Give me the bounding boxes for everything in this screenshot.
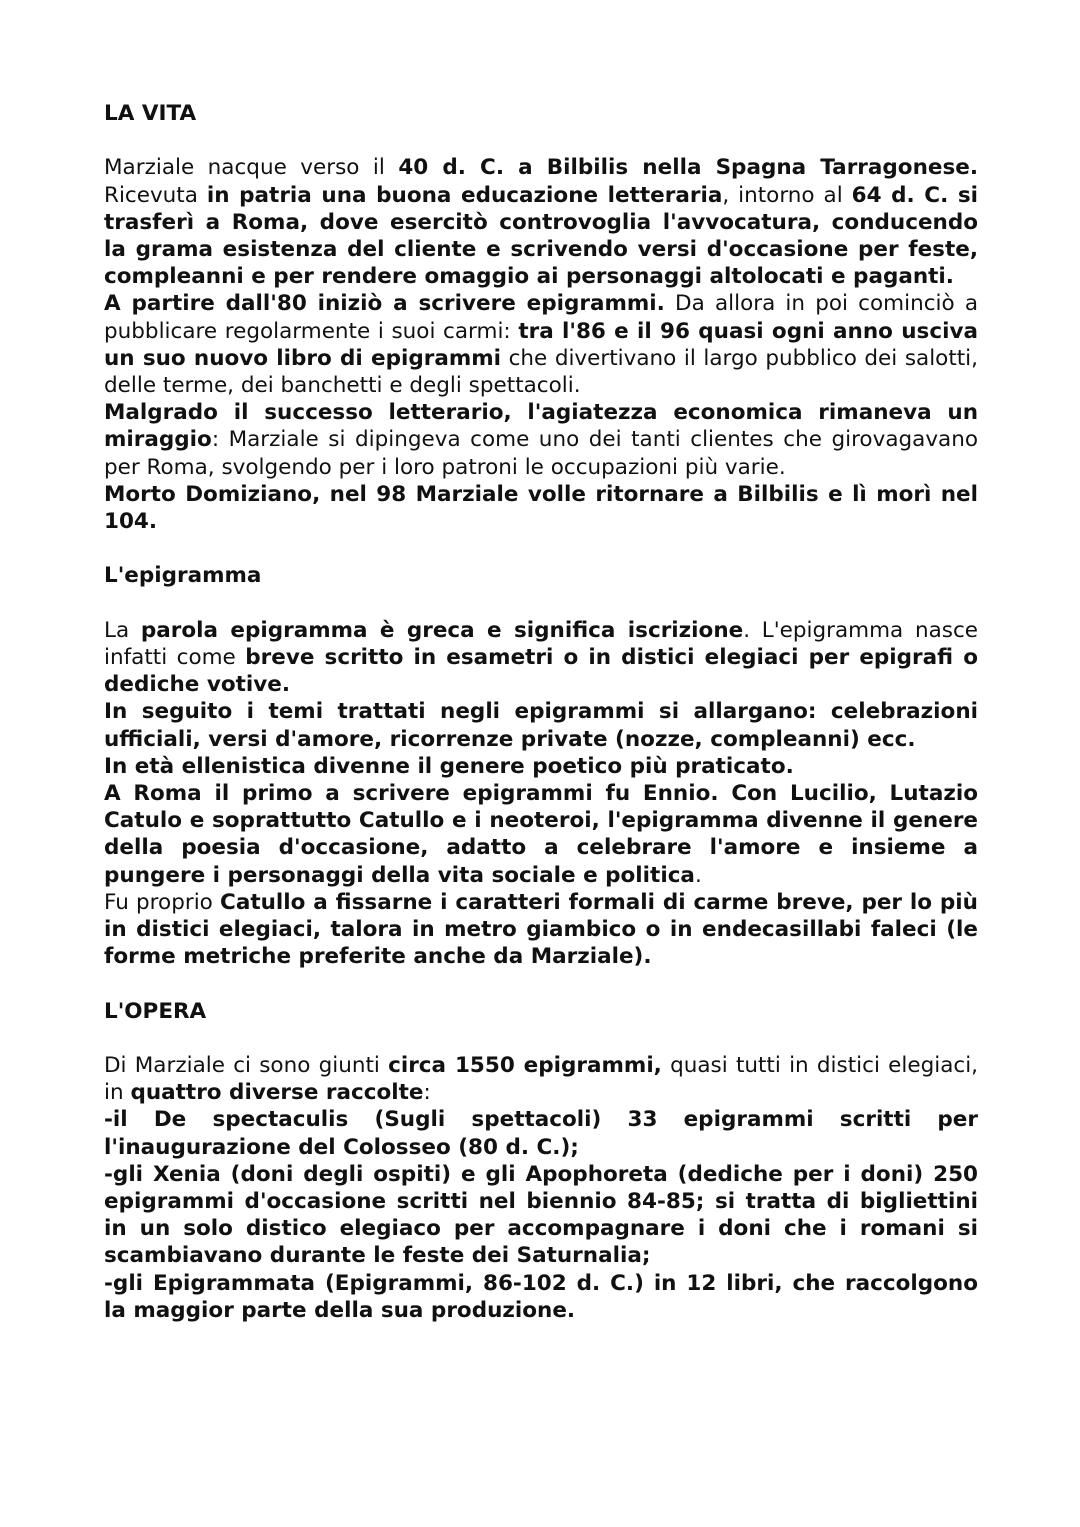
text-run: che divertivano il largo pubblico dei salotti, delle terme, dei banchetti e degli spettacoli. (104, 345, 978, 399)
bold-text-run: In età ellenistica divenne il genere poetico più praticato. (104, 753, 794, 779)
bold-text-run: in patria una buona educazione letteraria (206, 182, 723, 208)
bold-text-run: Malgrado il successo letterario, l'agiatezza economica rimaneva un miraggio (104, 400, 978, 453)
section-opera (104, 998, 978, 1324)
text-run: . (694, 862, 702, 888)
text-run: Di Marziale ci sono giunti (104, 1053, 389, 1079)
heading-la-vita: LA VITA (104, 101, 197, 126)
bold-text-run: 64 d. C. si trasferì a Roma, dove esercitò controvoglia l'avvocatura, conducendo la grama esistenza del cliente e scrivendo versi d'occasione per feste, compleanni e per rendere omaggio ai personaggi altolocati e paganti. (104, 182, 979, 290)
bold-text-run: -gli Epigrammata (Epigrammi, 86-102 d. C.) in 12 libri, che raccolgono la maggior parte della sua produzione. (104, 1270, 978, 1323)
bold-text-run: circa 1550 epigrammi, (388, 1053, 662, 1079)
paragraph (104, 889, 978, 971)
bold-text-run: -gli Xenia (doni degli ospiti) e gli Apophoreta (dediche per i doni) 250 epigrammi d'occasione scritti nel biennio 84-85; si tratta di bigliettini in un solo distico elegiaco per accompagnare i doni che i romani si scambiavano durante le feste dei Saturnalia; (104, 1161, 978, 1269)
text-run: La (104, 617, 141, 643)
paragraph (104, 481, 978, 535)
paragraph (104, 617, 978, 699)
bold-text-run: breve scritto in esametri o in distici elegiaci per epigrafi o dediche votive. (104, 645, 978, 698)
text-run: Marziale nacque verso il (104, 155, 399, 181)
paragraph (104, 290, 978, 399)
text-run: , intorno al (722, 182, 852, 208)
paragraph (104, 1161, 978, 1270)
text-run: : (423, 1080, 431, 1106)
bold-text-run: tra l'86 e il 96 quasi ogni anno usciva un suo nuovo libro di epigrammi (104, 318, 978, 371)
bold-text-run: A Roma il primo a scrivere epigrammi fu Ennio. Con Lucilio, Lutazio Catulo e soprattutto Catullo e i neoteroi, l'epigramma divenne il genere della poesia d'occasione, adatto a celebrare l'amore e insieme a pungere i personaggi della vita sociale e politica (104, 781, 978, 888)
paragraph (104, 1052, 978, 1106)
paragraph (104, 154, 978, 290)
text-run: quasi tutti in distici elegiaci, in (104, 1053, 978, 1106)
section-spacer (104, 970, 978, 997)
section-spacer (104, 535, 978, 562)
bold-text-run: In seguito i temi trattati negli epigrammi si allargano: celebrazioni ufficiali, versi d'amore, ricorrenze private (nozze, compleanni) ecc. (104, 699, 978, 752)
text-run: Fu proprio (104, 889, 221, 915)
text-run: Da allora in poi cominciò a pubblicare regolarmente i suoi carmi: (104, 291, 979, 344)
bold-text-run: Morto Domiziano, nel 98 Marziale volle ritornare a Bilbilis e lì morì nel 104. (104, 481, 978, 535)
paragraph (104, 753, 978, 780)
section-la-vita (104, 100, 978, 535)
text-run: Ricevuta (104, 182, 207, 208)
heading-epigramma: L'epigramma (104, 563, 262, 589)
heading-opera: L'OPERA (104, 998, 207, 1024)
paragraph (104, 399, 978, 481)
bold-text-run: 40 d. C. a Bilbilis nella Spagna Tarragonese. (398, 155, 978, 181)
bold-text-run: Catullo a fissarne i caratteri formali di carme breve, per lo più in distici elegiaci, talora in metro giambico o in endecasillabi faleci (le forme metriche preferite anche da Marziale). (104, 889, 978, 970)
paragraph (104, 1270, 978, 1324)
paragraph (104, 780, 978, 889)
document-page (104, 100, 978, 1324)
bold-text-run: -il De spectaculis (Sugli spettacoli) 33 epigrammi scritti per l'inaugurazione del Colosseo (80 d. C.); (104, 1107, 978, 1160)
bold-text-run: quattro diverse raccolte (130, 1080, 424, 1106)
bold-text-run: parola epigramma è greca e significa iscrizione (140, 617, 744, 643)
text-run: : Marziale si dipingeva come uno dei tanti clientes che girovagavano per Roma, svolgendo per i loro patroni le occupazioni più varie. (104, 427, 978, 480)
text-run: . L'epigramma nasce infatti come (104, 617, 978, 671)
bold-text-run: A partire dall'80 iniziò a scrivere epigrammi. (104, 291, 665, 317)
paragraph (104, 698, 978, 752)
section-epigramma (104, 562, 978, 970)
paragraph (104, 1106, 978, 1160)
